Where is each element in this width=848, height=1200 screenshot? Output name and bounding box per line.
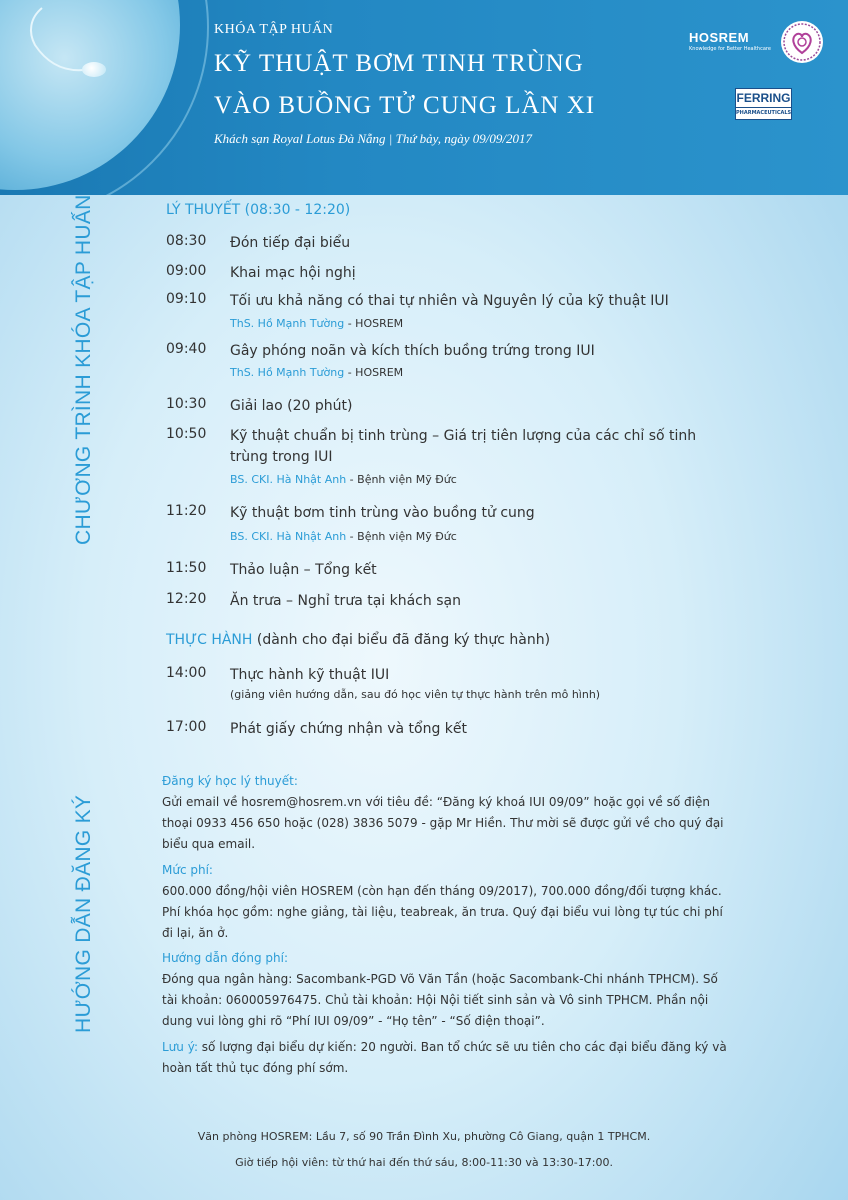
- schedule-time: 09:10: [166, 291, 207, 307]
- course-kicker: KHÓA TẬP HUẤN: [214, 22, 334, 37]
- course-title-line1: KỸ THUẬT BƠM TINH TRÙNG: [214, 50, 584, 77]
- schedule-time: 12:20: [166, 591, 207, 607]
- schedule-title: Thảo luận – Tổng kết: [230, 562, 377, 578]
- registration-payment-text: Đóng qua ngân hàng: Sacombank-PGD Võ Văn Tần (hoặc Sacombank-Chi nhánh TPHCM). Số tài khoản: 060005976475. Chủ tài khoản: Hội Nội tiết sinh sản và Vô sinh TPHCM. Phần nội dung vui lòng ghi rõ “Phí IUI 09/09” - “Họ tên” - “Số điện thoại”.: [162, 972, 718, 1028]
- ferring-logo: [735, 88, 792, 120]
- schedule-time: 10:30: [166, 396, 207, 412]
- speaker-name: ThS. Hồ Mạnh Tường: [230, 366, 345, 379]
- registration-payment-block: [162, 948, 727, 1032]
- sperm-tail-icon: [0, 0, 120, 120]
- schedule-time: 09:00: [166, 263, 207, 279]
- registration-note-block: [162, 1037, 727, 1079]
- schedule-title: Kỹ thuật bơm tinh trùng vào buồng tử cung: [230, 505, 535, 521]
- speaker-line: [230, 473, 457, 486]
- speaker-org: - Bệnh viện Mỹ Đức: [346, 473, 457, 486]
- header-banner: [0, 0, 848, 195]
- registration-fee-text: 600.000 đồng/hội viên HOSREM (còn hạn đến tháng 09/2017), 700.000 đồng/đối tượng khác. Phí khóa học gồm: nghe giảng, tài liệu, teabreak, ăn trưa. Quý đại biểu vui lòng tự túc chi phí đi lại, ăn ở.: [162, 884, 723, 940]
- speaker-name: ThS. Hồ Mạnh Tường: [230, 317, 345, 330]
- schedule-note: (giảng viên hướng dẫn, sau đó học viên tự thực hành trên mô hình): [230, 688, 601, 701]
- venue-date: Khách sạn Royal Lotus Đà Nẵng | Thứ bảy, ngày 09/09/2017: [214, 131, 532, 146]
- registration-fee-heading: Mức phí:: [162, 863, 213, 877]
- schedule-time: 09:40: [166, 341, 207, 357]
- footer-hours: Giờ tiếp hội viên: từ thứ hai đến thứ sáu, 8:00-11:30 và 13:30-17:00.: [235, 1156, 613, 1169]
- schedule-time: 17:00: [166, 719, 207, 735]
- sperm-head-icon: [82, 62, 106, 77]
- speaker-line: [230, 317, 403, 330]
- schedule-title: Gây phóng noãn và kích thích buồng trứng trong IUI: [230, 343, 595, 359]
- schedule-title: Tối ưu khả năng có thai tự nhiên và Nguyên lý của kỹ thuật IUI: [230, 293, 669, 309]
- registration-note-label: Lưu ý:: [162, 1040, 198, 1054]
- schedule-title: Kỹ thuật chuẩn bị tinh trùng – Giá trị tiên lượng của các chỉ số tinh trùng trong IUI: [230, 428, 697, 465]
- registration-fee-block: [162, 860, 727, 944]
- theory-heading: LÝ THUYẾT (08:30 - 12:20): [166, 202, 351, 218]
- schedule-time: 11:20: [166, 503, 207, 519]
- schedule-time: 11:50: [166, 560, 207, 576]
- program-side-label: CHƯƠNG TRÌNH KHÓA TẬP HUẤN: [72, 194, 95, 545]
- registration-theory-text: Gửi email về hosrem@hosrem.vn với tiêu đề: “Đăng ký khoá IUI 09/09” hoặc gọi về số điện thoại 0933 456 650 hoặc (028) 3836 5079 - gặp Mr Hiền. Thư mời sẽ được gửi về cho quý đại biểu qua email.: [162, 795, 724, 851]
- hosrem-logo: [689, 30, 771, 52]
- speaker-line: [230, 366, 403, 379]
- practice-heading-title: THỰC HÀNH: [166, 632, 253, 648]
- speaker-name: BS. CKI. Hà Nhật Anh: [230, 473, 347, 486]
- registration-theory-block: [162, 771, 727, 855]
- schedule-title: Khai mạc hội nghị: [230, 265, 356, 281]
- schedule-time: 14:00: [166, 665, 207, 681]
- ferring-logo-name: FERRING: [736, 89, 791, 108]
- schedule-title: Đón tiếp đại biểu: [230, 235, 351, 251]
- speaker-org: - HOSREM: [344, 366, 404, 379]
- society-emblem-icon: [780, 20, 824, 64]
- hosrem-logo-tagline: Knowledge for Better Healthcare: [689, 46, 771, 52]
- registration-theory-heading: Đăng ký học lý thuyết:: [162, 774, 298, 788]
- ferring-logo-sub: PHARMACEUTICALS: [736, 110, 792, 116]
- registration-note-text: số lượng đại biểu dự kiến: 20 người. Ban tổ chức sẽ ưu tiên cho các đại biểu đăng ký và hoàn tất thủ tục đóng phí sớm.: [162, 1040, 727, 1075]
- schedule-title: Phát giấy chứng nhận và tổng kết: [230, 721, 468, 737]
- speaker-org: - HOSREM: [344, 317, 404, 330]
- practice-heading: [166, 632, 550, 648]
- speaker-line: [230, 530, 457, 543]
- schedule-title: Thực hành kỹ thuật IUI: [230, 667, 390, 683]
- footer-address: Văn phòng HOSREM: Lầu 7, số 90 Trần Đình Xu, phường Cô Giang, quận 1 TPHCM.: [197, 1130, 651, 1143]
- speaker-name: BS. CKI. Hà Nhật Anh: [230, 530, 347, 543]
- schedule-title: Giải lao (20 phút): [230, 398, 353, 414]
- schedule-time: 10:50: [166, 426, 207, 442]
- registration-payment-heading: Hướng dẫn đóng phí:: [162, 951, 288, 965]
- schedule-title: Ăn trưa – Nghỉ trưa tại khách sạn: [230, 593, 461, 609]
- practice-heading-note: (dành cho đại biểu đã đăng ký thực hành): [252, 632, 551, 648]
- course-title-line2: VÀO BUỒNG TỬ CUNG LẦN XI: [214, 92, 596, 119]
- registration-side-label: HƯỚNG DẪN ĐĂNG KÝ: [72, 794, 95, 1033]
- hosrem-logo-name: HOSREM: [689, 30, 750, 45]
- schedule-time: 08:30: [166, 233, 207, 249]
- speaker-org: - Bệnh viện Mỹ Đức: [346, 530, 457, 543]
